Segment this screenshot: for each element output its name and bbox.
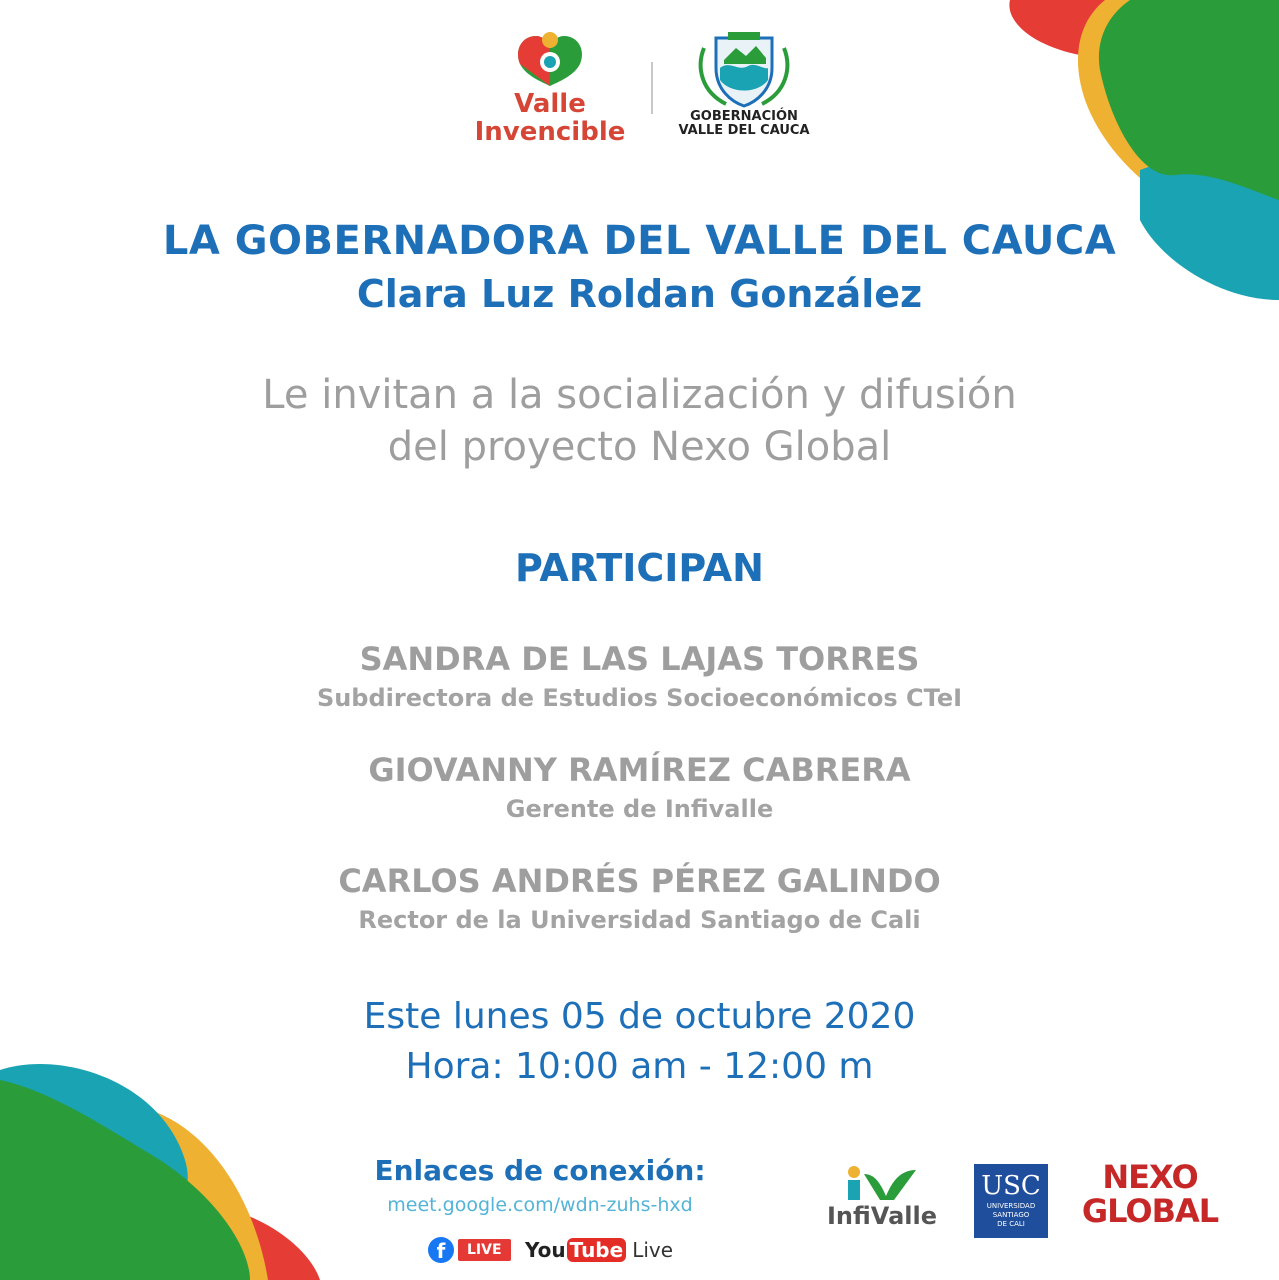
participant-name: GIOVANNY RAMÍREZ CABRERA	[368, 751, 911, 789]
participant-role: Subdirectora de Estudios Socioeconómicos CTeI	[316, 684, 963, 712]
valle-invencible-emblem	[470, 28, 630, 90]
nexo-line2: GLOBAL	[1081, 1192, 1219, 1230]
green-blob	[1099, 0, 1279, 200]
participant-name: SANDRA DE LAS LAJAS TORRES	[359, 640, 920, 678]
facebook-live-label: LIVE	[458, 1239, 511, 1261]
page-title: LA GOBERNADORA DEL VALLE DEL CAUCA	[162, 218, 1117, 264]
valle-invencible-line1: Valle	[514, 89, 586, 119]
usc-logo	[974, 1164, 1048, 1238]
invitation-line2: del proyecto Nexo Global	[387, 424, 892, 470]
usc-line3: DE CALI	[997, 1220, 1025, 1228]
valle-invencible-line2: Invencible	[474, 117, 626, 147]
logo-divider	[651, 62, 653, 114]
participant-name: CARLOS ANDRÉS PÉREZ GALINDO	[338, 862, 941, 900]
facebook-icon: f	[428, 1237, 454, 1263]
youtube-you: You	[525, 1238, 566, 1262]
usc-abbr: USC	[981, 1171, 1041, 1201]
nexo-line1: NEXO	[1102, 1158, 1198, 1196]
gobernacion-logo	[676, 28, 812, 143]
youtube-live-badge[interactable]	[525, 1236, 673, 1264]
nexo-global-logo	[1078, 1160, 1222, 1240]
usc-line2: SANTIAGO	[992, 1211, 1030, 1219]
coat-of-arms-icon	[676, 28, 812, 108]
youtube-live-label: Live	[632, 1238, 674, 1262]
gobernacion-line2: VALLE DEL CAUCA	[678, 123, 810, 138]
invitation-line1: Le invitan a la socialización y difusión	[262, 372, 1017, 418]
governor-name: Clara Luz Roldan González	[356, 272, 923, 316]
infivalle-name: InfiValle	[827, 1202, 937, 1230]
participants-heading: PARTICIPAN	[515, 546, 764, 590]
gobernacion-line1: GOBERNACIÓN	[690, 109, 798, 124]
event-date: Este lunes 05 de octubre 2020	[363, 996, 916, 1037]
youtube-tube: Tube	[567, 1238, 627, 1262]
participant-role: Gerente de Infivalle	[505, 795, 774, 823]
event-time: Hora: 10:00 am - 12:00 m	[405, 1046, 874, 1087]
meet-link[interactable]: meet.google.com/wdn-zuhs-hxd	[387, 1194, 693, 1216]
participant-role: Rector de la Universidad Santiago de Cali	[358, 906, 921, 934]
facebook-live-badge[interactable]	[428, 1236, 511, 1264]
usc-line1: UNIVERSIDAD	[986, 1202, 1036, 1210]
valle-invencible-logo	[470, 28, 630, 147]
infivalle-logo	[824, 1162, 940, 1238]
infivalle-emblem	[824, 1162, 940, 1202]
links-heading: Enlaces de conexión:	[374, 1154, 706, 1187]
